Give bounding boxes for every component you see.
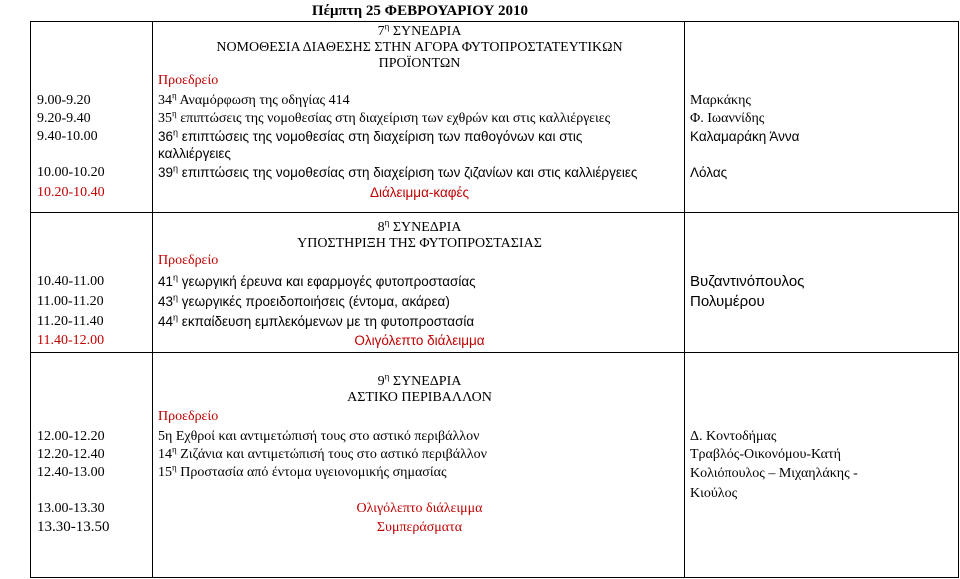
chair-label: Προεδρείο xyxy=(158,253,219,268)
session-title: ΑΣΤΙΚΟ ΠΕΡΙΒΑΛΛΟΝ xyxy=(347,390,492,405)
speaker: Καλαμαράκη Άννα xyxy=(690,129,800,144)
talk-title: $14^\eta$ Ζιζάνια και αντιμετώπισή τους στο αστικό περιβάλλον xyxy=(158,444,487,462)
speaker: Δ. Κοντοδήμας xyxy=(690,429,777,444)
session-heading xyxy=(152,21,687,72)
time-slot: 10.20-10.40 xyxy=(37,185,105,200)
time-slot: 9.40-10.00 xyxy=(37,129,98,144)
talk-title: $34^\eta$ Αναμόρφωση της οδηγίας 414 xyxy=(158,90,350,108)
time-slot: 13.30-13.50 xyxy=(37,519,110,535)
time-slot: 11.20-11.40 xyxy=(37,314,104,329)
day-title: Πέμπτη 25 ΦΕΒΡΟΥΑΡΙΟΥ 2010 xyxy=(311,3,529,19)
table-divider-time xyxy=(152,21,153,578)
time-slot: 12.00-12.20 xyxy=(37,429,105,444)
break-label: Ολιγόλεπτο διάλειμμα xyxy=(354,333,485,348)
talk-title: $39^\eta$ επιπτώσεις της νομοθεσίας στη διαχείριση των ζιζανίων και στις καλλιέργειες xyxy=(158,163,638,180)
speaker: Μαρκάκης xyxy=(690,93,751,108)
table-border-top xyxy=(30,21,959,22)
talk-title: $15^\eta$ Προστασία από έντομα υγειονομικής σημασίας xyxy=(158,462,447,480)
time-slot: 11.00-11.20 xyxy=(37,294,104,309)
table-row-line xyxy=(30,352,959,353)
session-heading xyxy=(152,217,687,252)
time-slot: 9.20-9.40 xyxy=(37,111,91,126)
time-slot: 12.20-12.40 xyxy=(37,447,105,462)
session-title: ΥΠΟΣΤΗΡΙΞΗ ΤΗΣ ΦΥΤΟΠΡΟΣΤΑΣΙΑΣ xyxy=(297,236,542,251)
time-slot: 13.00-13.30 xyxy=(37,501,105,516)
break-label: Ολιγόλεπτο διάλειμμα xyxy=(356,501,483,516)
break-label: Διάλειμμα-καφές xyxy=(369,185,470,200)
session-title-line2: ΠΡΟΪΟΝΤΩΝ xyxy=(378,56,461,71)
talk-title: $41^\eta$ γεωργική έρευνα και εφαρμογές φυτοπροστασίας xyxy=(158,272,476,289)
conclusions-label: Συμπεράσματα xyxy=(376,520,463,535)
table-border-right xyxy=(958,21,959,578)
talk-title: $36^\eta$ επιπτώσεις της νομοθεσίας στη διαχείριση των παθογόνων και στις καλλιέργειες xyxy=(158,127,583,161)
speaker: Φ. Ιωαννίδης xyxy=(690,111,765,126)
talk-title: $43^\eta$ γεωργικές προειδοποιήσεις (έντομα, ακάρεα) xyxy=(158,292,450,309)
chair-label: Προεδρείο xyxy=(158,73,219,88)
chair-label: Προεδρείο xyxy=(158,409,219,424)
session-title: ΝΟΜΟΘΕΣΙΑ ΔΙΑΘΕΣΗΣ ΣΤΗΝ ΑΓΟΡΑ ΦΥΤΟΠΡΟΣΤΑΤΕΥΤΙΚΩΝ xyxy=(216,40,623,55)
table-divider-speaker xyxy=(684,21,685,578)
table-border-left xyxy=(30,21,31,578)
session-heading xyxy=(152,371,687,406)
talk-title: $44^\eta$ εκπαίδευση εμπλεκόμενων με τη φυτοπροστασία xyxy=(158,312,475,329)
session-number: $8^\eta$ ΣΥΝΕΔΡΙΑ xyxy=(377,217,462,235)
session-number: $9^\eta$ ΣΥΝΕΔΡΙΑ xyxy=(377,371,462,389)
time-slot: 9.00-9.20 xyxy=(37,93,91,108)
speaker: Κολιόπουλος – Μιχαηλάκης - Κιούλος xyxy=(690,466,858,501)
time-slot: 11.40-12.00 xyxy=(37,333,105,348)
speaker: Τραβλός-Οικονόμου-Κατή xyxy=(690,447,841,462)
talk-title: $35^\eta$ επιπτώσεις της νομοθεσίας στη διαχείριση των εχθρών και στις καλλιέργειες xyxy=(158,108,611,126)
speaker: Λόλας xyxy=(690,165,728,180)
time-slot: 10.00-10.20 xyxy=(37,165,105,180)
talk-title: 5η Εχθροί και αντιμετώπισή τους στο αστικό περιβάλλον xyxy=(158,429,480,444)
speaker: Πολυμέρου xyxy=(690,293,765,310)
table-row-line xyxy=(30,212,959,213)
speaker: Βυζαντινόπουλος xyxy=(690,273,805,290)
table-border-bottom xyxy=(30,577,959,578)
time-slot: 10.40-11.00 xyxy=(37,274,105,289)
time-slot: 12.40-13.00 xyxy=(37,465,105,480)
session-number: $7^\eta$ ΣΥΝΕΔΡΙΑ xyxy=(377,21,462,39)
